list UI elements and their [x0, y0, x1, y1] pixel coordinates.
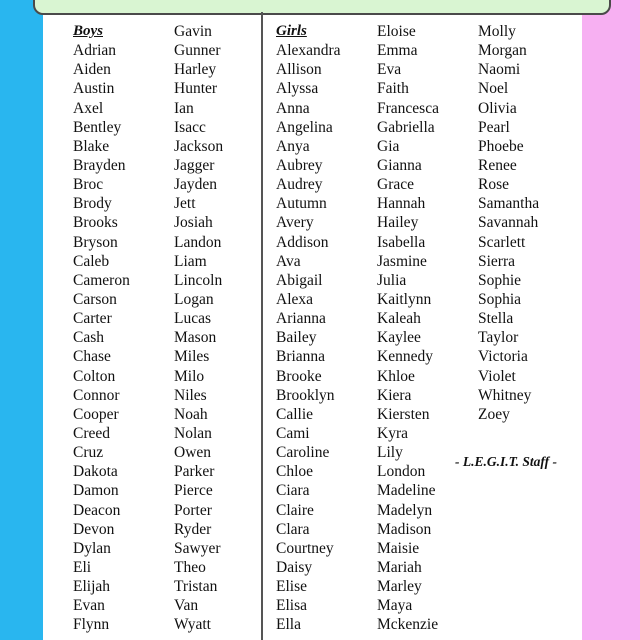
name-entry: Ciara — [276, 482, 310, 500]
name-entry: Gunner — [174, 42, 221, 60]
name-entry: Cruz — [73, 444, 104, 462]
name-entry: Phoebe — [478, 137, 524, 155]
name-entry: Angelina — [276, 118, 333, 136]
name-entry: Julia — [377, 271, 407, 289]
name-entry: Tristan — [174, 578, 218, 596]
name-entry: Madelyn — [377, 501, 433, 519]
name-entry: Chase — [73, 348, 111, 366]
name-entry: Jagger — [174, 156, 215, 174]
name-entry: Faith — [377, 80, 409, 98]
name-entry: Landon — [174, 233, 222, 251]
name-entry: Gabriella — [377, 118, 435, 136]
name-entry: Brooklyn — [276, 386, 335, 404]
name-entry: Ava — [276, 252, 301, 270]
name-entry: Daisy — [276, 558, 313, 576]
name-entry: Marley — [377, 578, 422, 596]
name-entry: Carson — [73, 290, 117, 308]
name-entry: Allison — [276, 61, 322, 79]
name-entry: Bryson — [73, 233, 118, 251]
name-entry: Ella — [276, 616, 301, 634]
name-entry: Milo — [174, 367, 205, 385]
name-entry: Emma — [377, 42, 418, 60]
name-entry: Audrey — [276, 176, 323, 194]
name-entry: Sierra — [478, 252, 516, 270]
name-entry: Noel — [478, 80, 509, 98]
name-entry: Austin — [73, 80, 115, 98]
name-entry: Sawyer — [174, 539, 221, 557]
name-entry: Francesca — [377, 99, 439, 117]
name-entry: London — [377, 463, 426, 481]
name-entry: Caroline — [276, 444, 330, 462]
name-entry: Colton — [73, 367, 116, 385]
name-entry: Creed — [73, 424, 111, 442]
name-entry: Cash — [73, 329, 104, 347]
name-entry: Mckenzie — [377, 616, 439, 634]
name-entry: Damon — [73, 482, 119, 500]
name-entry: Mason — [174, 329, 217, 347]
staff-credit: - L.E.G.I.T. Staff - — [455, 454, 558, 469]
left-blue-band — [0, 0, 43, 640]
name-entry: Carter — [73, 310, 112, 328]
name-entry: Brianna — [276, 348, 326, 366]
name-entry: Abigail — [276, 271, 323, 289]
name-entry: Kiersten — [377, 405, 430, 423]
boys-column-1 — [73, 22, 130, 635]
name-entry: Lincoln — [174, 271, 223, 289]
name-entry: Niles — [174, 386, 207, 404]
name-entry: Anna — [276, 99, 310, 117]
name-entry: Jayden — [174, 176, 218, 194]
name-entry: Arianna — [276, 310, 326, 328]
name-entry: Ian — [174, 99, 194, 117]
name-entry: Alexa — [276, 290, 314, 308]
name-entry: Theo — [174, 558, 206, 576]
name-entry: Gavin — [174, 23, 212, 40]
name-entry: Naomi — [478, 61, 521, 79]
name-entry: Porter — [174, 501, 212, 519]
name-entry: Madison — [377, 520, 432, 538]
name-entry: Taylor — [478, 329, 519, 347]
name-entry: Ryder — [174, 520, 212, 538]
name-entry: Sophie — [478, 271, 522, 289]
name-entry: Molly — [478, 23, 516, 40]
boys-girls-divider — [261, 12, 263, 640]
name-entry: Kaleah — [377, 310, 421, 328]
name-entry: Eva — [377, 61, 402, 79]
name-entry: Cameron — [73, 271, 130, 289]
title-banner — [33, 0, 611, 15]
name-entry: Claire — [276, 501, 314, 519]
name-entry: Whitney — [478, 386, 532, 404]
name-entry: Jackson — [174, 137, 224, 155]
name-entry: Madeline — [377, 482, 436, 500]
name-entry: Aiden — [73, 61, 111, 79]
name-entry: Rose — [478, 176, 509, 194]
name-entry: Hannah — [377, 195, 426, 213]
name-entry: Kyra — [377, 424, 408, 442]
name-entry: Jasmine — [377, 252, 427, 270]
girls-heading: Girls — [276, 23, 307, 39]
name-entry: Isacc — [174, 118, 206, 136]
name-entry: Addison — [276, 233, 329, 251]
name-entry: Alyssa — [276, 80, 319, 98]
name-entry: Brooke — [276, 367, 322, 385]
name-entry: Morgan — [478, 42, 527, 60]
name-entry: Deacon — [73, 501, 121, 519]
name-entry: Wyatt — [174, 616, 211, 634]
name-entry: Gianna — [377, 156, 422, 174]
name-entry: Parker — [174, 463, 215, 481]
name-entry: Clara — [276, 520, 310, 538]
name-entry: Broc — [73, 176, 104, 194]
name-entry: Eli — [73, 558, 92, 576]
name-entry: Brayden — [73, 156, 126, 174]
name-entry: Mariah — [377, 558, 422, 576]
name-entry: Josiah — [174, 214, 213, 232]
name-entry: Pierce — [174, 482, 213, 500]
name-entry: Kaylee — [377, 329, 421, 347]
name-entry: Brooks — [73, 214, 118, 232]
name-entry: Jett — [174, 195, 196, 213]
name-entry: Elijah — [73, 578, 111, 596]
name-entry: Van — [174, 597, 199, 615]
name-entry: Aubrey — [276, 156, 323, 174]
name-entry: Kennedy — [377, 348, 433, 366]
name-entry: Cooper — [73, 405, 119, 423]
name-entry: Chloe — [276, 463, 314, 481]
name-entry: Evan — [73, 597, 105, 615]
name-entry: Stella — [478, 310, 514, 328]
name-entry: Scarlett — [478, 233, 526, 251]
girls-column-3 — [478, 22, 539, 424]
name-entry: Avery — [276, 214, 314, 232]
name-entry: Flynn — [73, 616, 110, 634]
name-entry: Kiera — [377, 386, 412, 404]
name-entry: Elisa — [276, 597, 307, 615]
name-entry: Devon — [73, 520, 115, 538]
right-pink-band — [582, 0, 640, 640]
name-entry: Isabella — [377, 233, 426, 251]
name-entry: Maya — [377, 597, 413, 615]
name-entry: Victoria — [478, 348, 528, 366]
name-entry: Caleb — [73, 252, 110, 270]
name-entry: Dakota — [73, 463, 118, 481]
name-entry: Kaitlynn — [377, 290, 432, 308]
name-entry: Bentley — [73, 118, 122, 136]
name-entry: Bailey — [276, 329, 317, 347]
boys-heading: Boys — [73, 23, 103, 39]
boys-column-2 — [174, 22, 223, 635]
name-entry: Anya — [276, 137, 310, 155]
name-entry: Lily — [377, 444, 403, 462]
name-entry: Adrian — [73, 42, 117, 60]
name-entry: Violet — [478, 367, 516, 385]
name-entry: Autumn — [276, 195, 327, 213]
name-entry: Zoey — [478, 405, 510, 423]
name-entry: Nolan — [174, 424, 212, 442]
name-entry: Miles — [174, 348, 210, 366]
name-entry: Cami — [276, 424, 310, 442]
name-entry: Liam — [174, 252, 207, 270]
name-entry: Samantha — [478, 195, 540, 213]
name-entry: Dylan — [73, 539, 111, 557]
name-entry: Sophia — [478, 290, 522, 308]
name-entry: Lucas — [174, 310, 212, 328]
name-entry: Noah — [174, 405, 208, 423]
name-entry: Maisie — [377, 539, 420, 557]
name-entry: Gia — [377, 137, 400, 155]
name-entry: Hunter — [174, 80, 218, 98]
girls-column-1 — [276, 22, 341, 635]
name-entry: Courtney — [276, 539, 334, 557]
name-entry: Alexandra — [276, 42, 341, 60]
name-entry: Blake — [73, 137, 110, 155]
name-entry: Renee — [478, 156, 517, 174]
name-entry: Hailey — [377, 214, 419, 232]
name-entry: Pearl — [478, 118, 510, 136]
name-entry: Logan — [174, 290, 214, 308]
name-entry: Connor — [73, 386, 120, 404]
name-entry: Olivia — [478, 99, 517, 117]
name-entry: Harley — [174, 61, 217, 79]
name-entry: Brody — [73, 195, 112, 213]
name-entry: Owen — [174, 444, 212, 462]
name-entry: Axel — [73, 99, 104, 117]
name-entry: Khloe — [377, 367, 415, 385]
name-entry: Savannah — [478, 214, 539, 232]
name-entry: Grace — [377, 176, 414, 194]
girls-column-2 — [377, 22, 439, 635]
name-entry: Elise — [276, 578, 307, 596]
name-entry: Callie — [276, 405, 314, 423]
name-entry: Eloise — [377, 23, 416, 40]
